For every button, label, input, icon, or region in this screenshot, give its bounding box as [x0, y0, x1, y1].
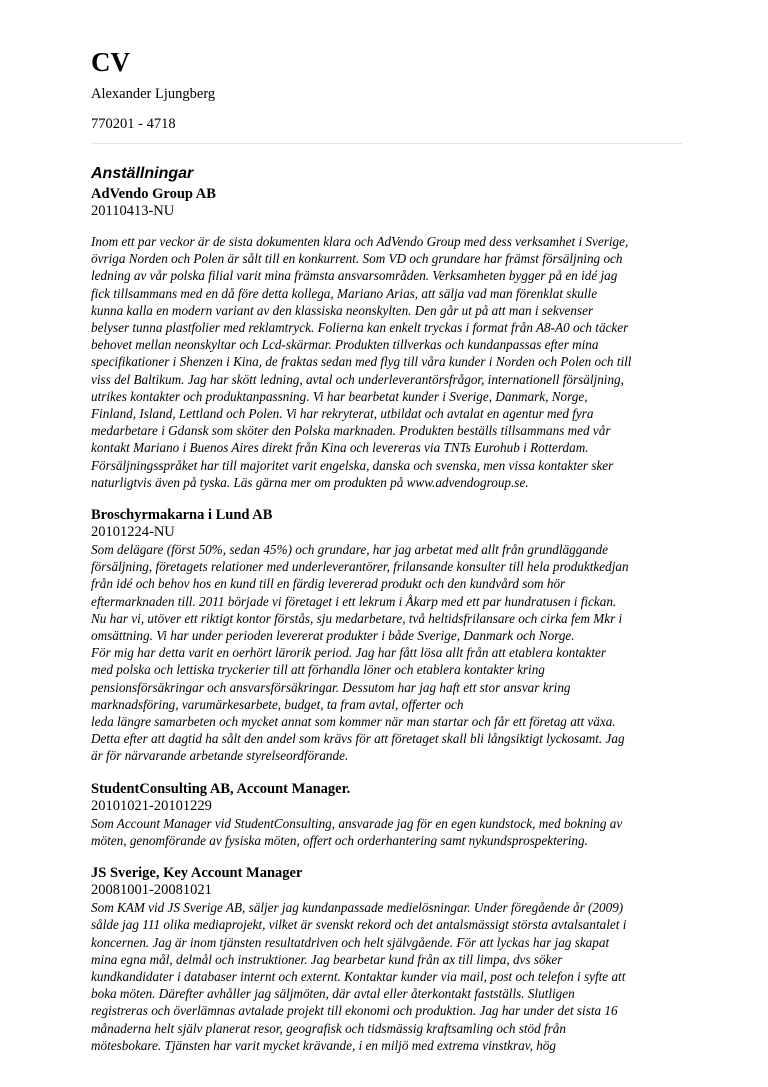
job-title: AdVendo Group AB: [91, 186, 216, 202]
job-date: 20081001-20081021: [91, 882, 212, 899]
job-title: JS Sverige, Key Account Manager: [91, 865, 303, 882]
job-entry: [91, 507, 682, 765]
job-entry: [91, 781, 682, 849]
job-date: 20101224-NU: [91, 524, 175, 541]
job-description: Som Account Manager vid StudentConsulting, ansvarade jag för en egen kundstock, med bokning av möten, genomförande av fysiska möten, offert och orderhantering samt nykundsprospektering.: [91, 815, 623, 848]
divider: [91, 143, 682, 144]
document-title: CV: [91, 47, 130, 77]
job-entry: [91, 186, 682, 491]
section-title-employments: Anställningar: [91, 165, 194, 182]
job-date: 20101021-20101229: [91, 797, 212, 814]
person-name: Alexander Ljungberg: [91, 86, 216, 102]
job-description: Som KAM vid JS Sverige AB, säljer jag kundanpassade medielösningar. Under föregående år (2009) sålde jag 111 olika mediaprojekt, vilket är svenskt rekord och det antalsmässigt största avtalsantalet i koncernen. Jag är inom tjänsten resultatdriven och helt självgående. För att lyckas har jag skapat mina egna mål, delmål och instruktioner. Jag bearbetar kund från ax till limpa, dvs söker kundkandidater i databaser internt och externt. Kontaktar kunder via mail, post och telefon i syfte att boka möten. Därefter avhåller jag säljmöten, där avtal eller återkontakt fastställs. Slutligen registreras och överlämnas avtalade projekt till ekonomi och produktion. Jag har under det sista 16 månaderna helt själv planerat resor, geografisk och tidsmässig kraftsamling och stöd från mötesbokare. Tjänsten har varit mycket krävande, i en miljö med extrema vinstkrav, hög: [91, 900, 627, 1053]
job-entry: [91, 865, 682, 1054]
personal-number: 770201 - 4718: [91, 116, 176, 132]
job-description: Som delägare (först 50%, sedan 45%) och grundare, har jag arbetat med allt från grundläggande försäljning, företagets relationer med underleverantörer, frilansande konsulter till hela produktkedjan från idé och behov hos en kund till en färdig levererad produkt och den kundvård som hör eftermarknaden till. 2011 började vi företaget i ett lekrum i Åkarp med ett par hundratusen i fickan. Nu har vi, utöver ett riktigt kontor förstås, sju medarbetare, två heltidsfrilansare och cirka fem Mkr i omsättning. Vi har under perioden levererat produkter i både Sverige, Danmark och Norge. För mig har detta varit en oerhört lärorik period. Jag har fått lösa allt från att etablera kontakter med polska och lettiska tryckerier till att förhandla löner och etablera kontakter kring pensionsförsäkringar och ansvarsförsäkringar. Dessutom har jag haft ett stor ansvar kring marknadsföring, varumärkesarbete, budget, ta fram avtal, offerter och leda längre samarbeten och mycket annat som kommer när man startar och får ett företag att växa. Detta efter att dagtid ha sålt den andel som krävs för att företaget skall bli långsiktigt lyckosamt. Jag är för närvarande arbetande styrelseordförande.: [91, 542, 629, 764]
job-description: Inom ett par veckor är de sista dokumenten klara och AdVendo Group med dess verksamhet i Sverige, övriga Norden och Polen är sålt till en konkurrent. Som VD och grundare har främst försäljning och ledning av vår polska filial varit mina främsta ansvarsområden. Verksamheten bygger på en idé jag fick tillsammans med en då före detta kollega, Mariano Arias, att sälja vad man förenklat skulle kunna kalla en modern variant av den klassiska neonskylten. Den går ut på att man i sekvenser belyser tunna plastfolier med reklamtryck. Folierna kan enkelt tryckas i format från A8-A0 och täcker behovet mellan neonskyltar och Lcd-skärmar. Produkten tillverkas och kundanpassas efter mina specifikationer i Shenzen i Kina, de fraktas sedan med flyg till våra kunder i Norden och Polen och till viss del Baltikum. Jag har skött ledning, avtal och underleverantörsfrågor, internationell försäljning, utrikes kontakter och produktanpassning. Vi har bearbetat kunder i Sverige, Danmark, Norge, Finland, Island, Lettland och Polen. Vi har rekryterat, utbildat och avtalat en agentur med fyra medarbetare i Gdansk som sköter den Polska marknaden. Produkten beställs tillsammans med vår kontakt Mariano i Buenos Aires direkt från Kina och levereras via TNTs Eurohub i Rotterdam. Försäljningsspråket har till majoritet varit engelska, danska och svenska, men vissa kontakter sker naturligtvis även på tyska. Läs gärna mer om produkten på www.advendogroup.se.: [91, 234, 632, 490]
cv-page: [91, 0, 682, 1054]
job-title: Broschyrmakarna i Lund AB: [91, 507, 273, 524]
job-title: StudentConsulting AB, Account Manager.: [91, 780, 351, 797]
job-date: 20110413-NU: [91, 203, 175, 219]
